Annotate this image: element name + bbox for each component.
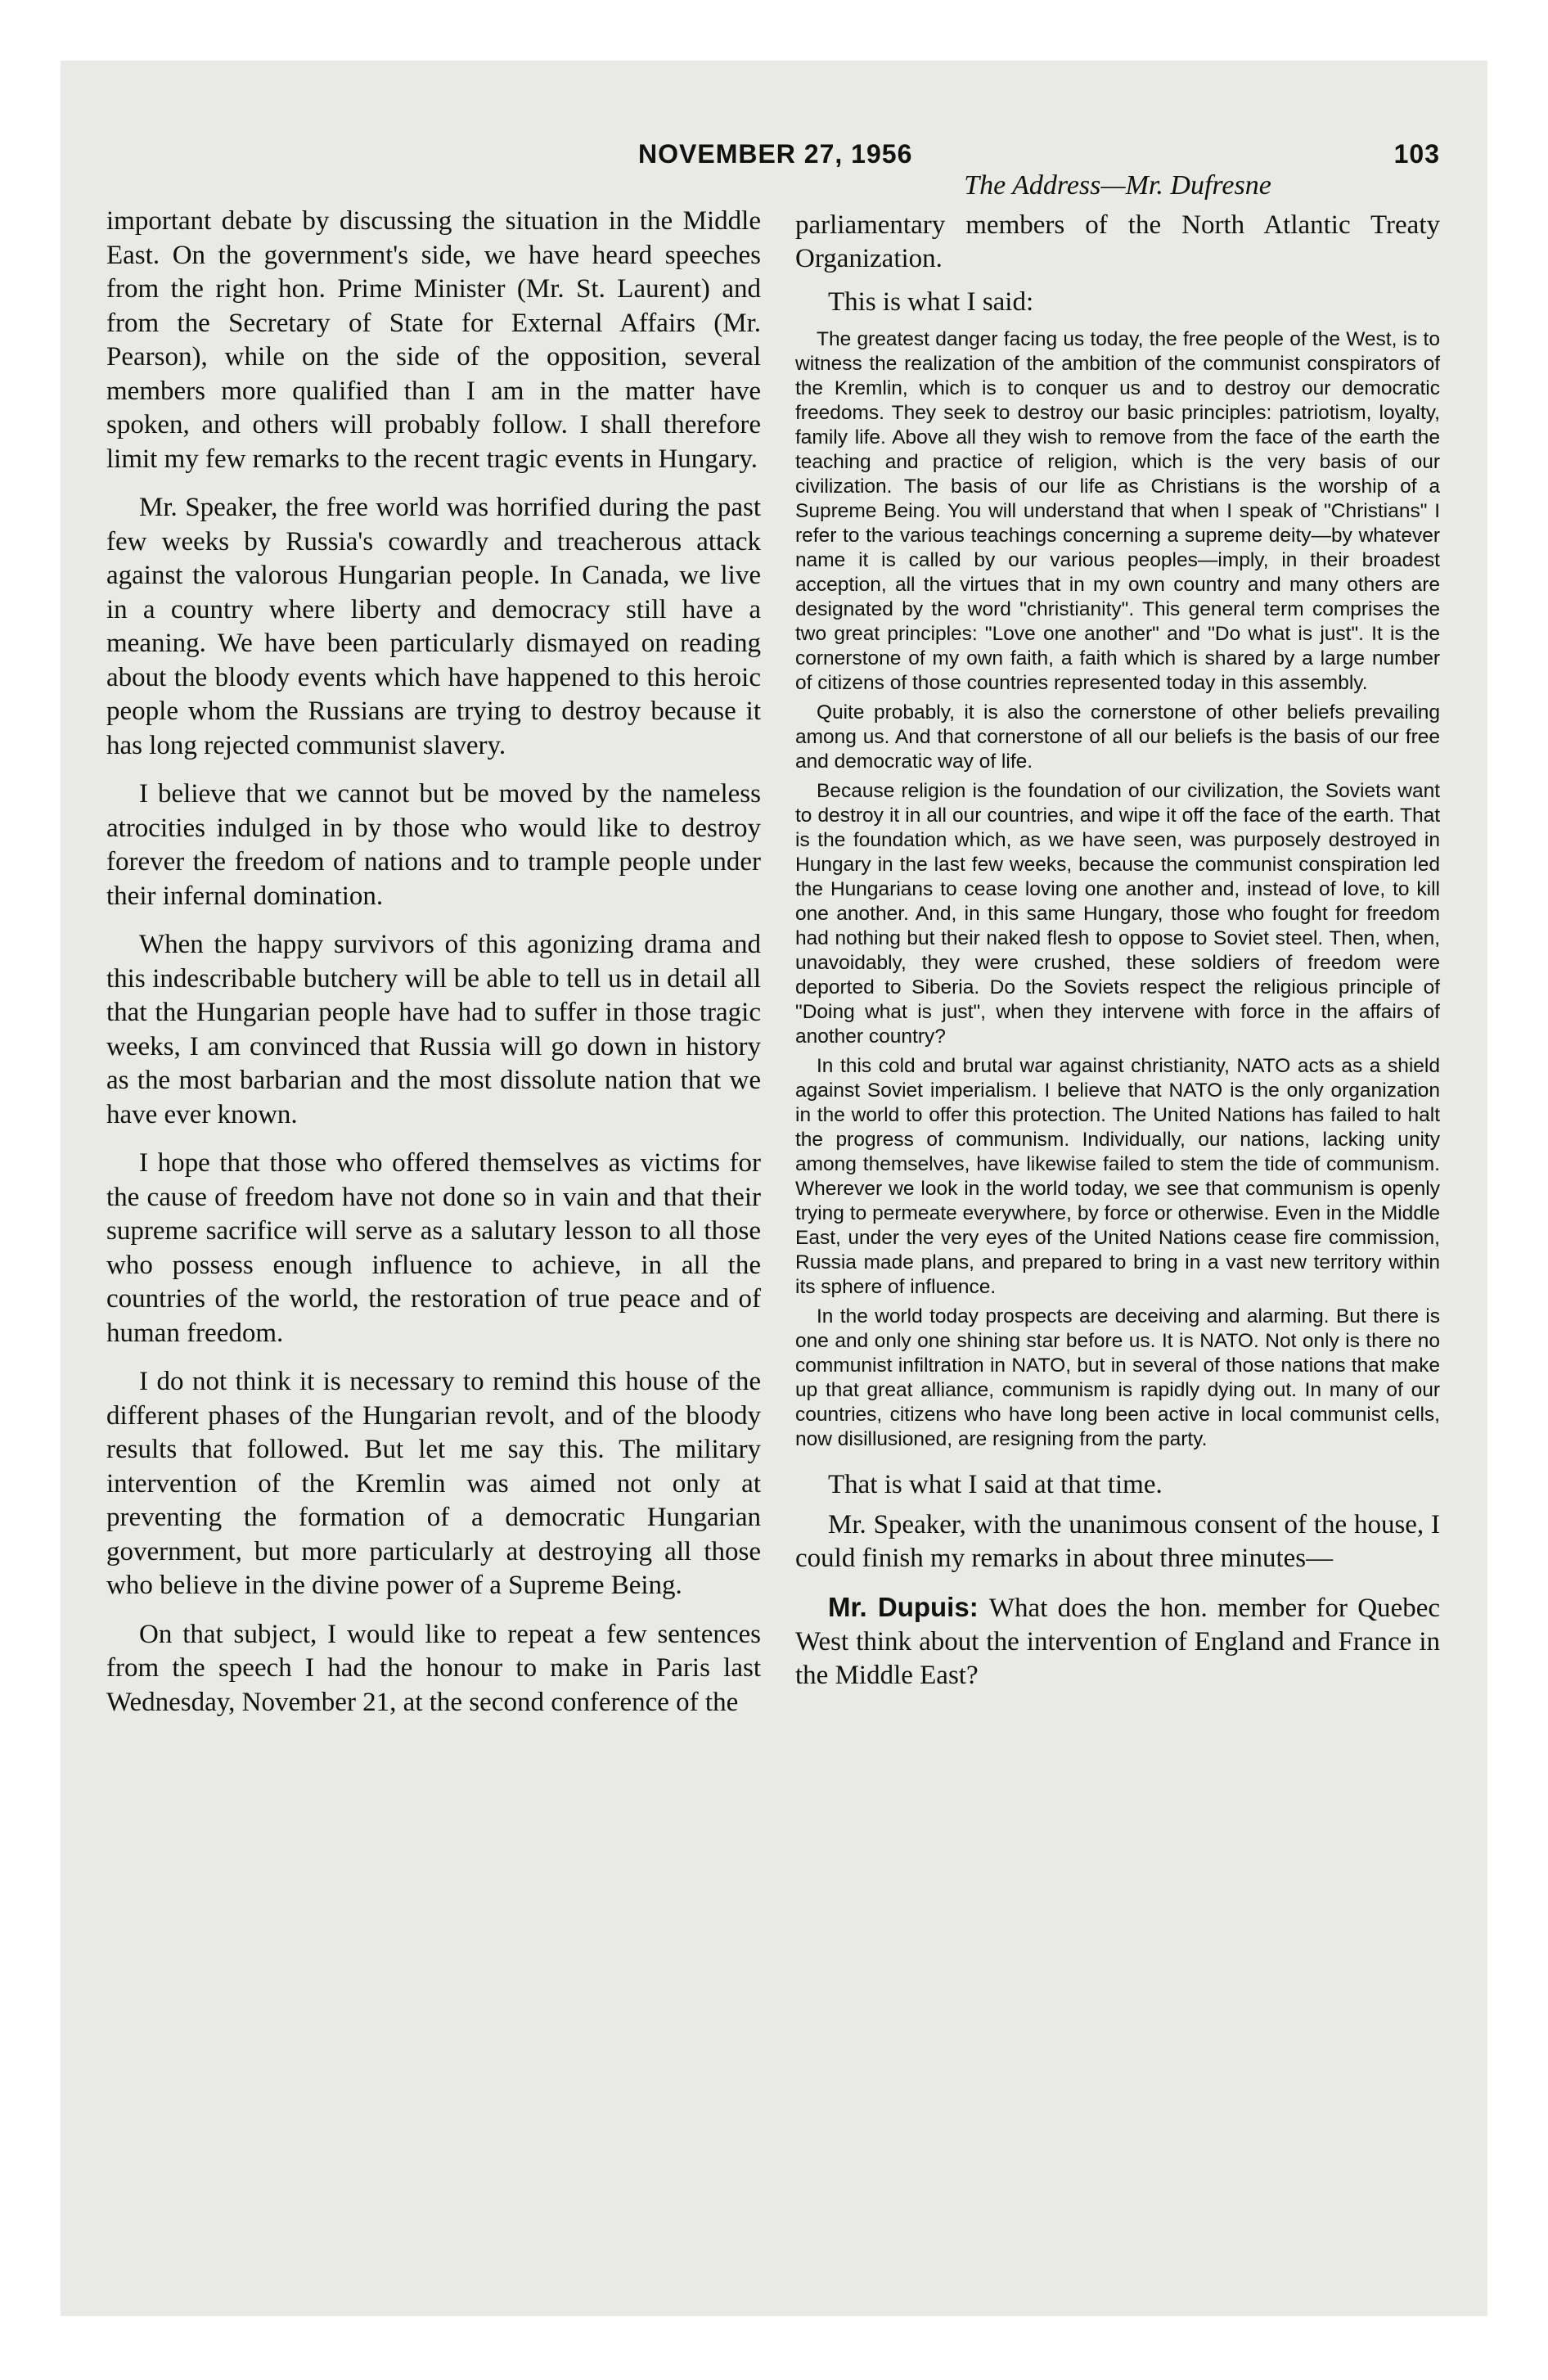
right-column <box>795 209 1440 1707</box>
paragraph: Mr. Speaker, the free world was horrified during the past few weeks by Russia's cowardly and treacherous attack against the valorous Hungarian people. In Canada, we live in a country where liberty and democracy still have a meaning. We have been particularly dismayed on reading about the bloody events which have happened to this heroic people whom the Russians are trying to destroy because it has long rejected communist slavery. <box>106 493 761 760</box>
quote-paragraph: In this cold and brutal war against christianity, NATO acts as a shield against Soviet imperialism. I believe that NATO is the only organization in the world to offer this protection. The United Nations has failed to halt the progress of communism. Individually, our nations, lacking unity among themselves, have likewise failed to stem the tide of communism. Wherever we look in the world today, we see that communism is openly trying to permeate everywhere, by force or otherwise. Even in the Middle East, under the very eyes of the United Nations cease fire commission, Russia made plans, and prepared to bring in a vast new territory within its sphere of influence. <box>795 1055 1440 1298</box>
page-number: 103 <box>1393 139 1440 169</box>
quote-paragraph: The greatest danger facing us today, the free people of the West, is to witness the realization of the ambition of the communist conspirators of the Kremlin, which is to conquer us and to destroy our democratic freedoms. They seek to destroy our basic principles: patriotism, loyalty, family life. Above all they wish to remove from the face of the earth the teaching and practice of religion, which is the very basis of our civilization. The basis of our life as Christians is the worship of a Supreme Being. You will understand that when I speak of "Christians" I refer to the various teachings concerning a supreme deity—by whatever name it is called by our various peoples—imply, in their broadest acception, all the virtues that in my own country and many others are designated by the word "christianity". This general term comprises the two great principles: "Love one another" and "Do what is just". It is the cornerstone of my own faith, a faith which is shared by a large number of citizens of those countries represented today in this assembly. <box>795 328 1440 694</box>
quote-paragraph: Because religion is the foundation of our civilization, the Soviets want to destroy it in all our countries, and wipe it off the face of the earth. That is the foundation which, as we have seen, was purposely destroyed in Hungary in the last few weeks, because the communist conspiration led the Hungarians to cease loving one another and, instead of love, to kill one another. And, in this same Hungary, those who fought for freedom had nothing but their naked flesh to oppose to Soviet steel. Then, when, unavoidably, they were crushed, these soldiers of freedom were deported to Siberia. Do the Soviets respect the religious principle of "Doing what is just", when they intervene with force in the affairs of another country? <box>795 780 1440 1048</box>
paragraph: On that subject, I would like to repeat a few sentences from the speech I had the honour to make in Paris last Wednesday, November 21, at the second conference of the <box>106 1619 761 1717</box>
paragraph: important debate by discussing the situation in the Middle East. On the government's side, we have heard speeches from the right hon. Prime Minister (Mr. St. Laurent) and from the Secretary of State for External Affairs (Mr. Pearson), while on the side of the opposition, several members more qualified than I am in the matter have spoken, and others will probably follow. I shall therefore limit my few remarks to the recent tragic events in Hungary. <box>106 206 761 474</box>
left-column <box>106 205 761 1734</box>
paragraph: I believe that we cannot but be moved by the nameless atrocities indulged in by those who would like to destroy forever the freedom of nations and to trample people under their infernal domination. <box>106 779 761 911</box>
interjection-paragraph <box>795 1590 1440 1693</box>
speaker-name: Mr. Dupuis: <box>828 1592 989 1622</box>
paragraph: parliamentary members of the North Atlantic Treaty Organization. <box>795 210 1440 273</box>
quote-paragraph: Quite probably, it is also the cornerstone of other beliefs prevailing among us. And that cornerstone of all our beliefs is the basis of our free and democratic way of life. <box>795 701 1440 773</box>
paragraph: That is what I said at that time. <box>828 1470 1163 1499</box>
quote-paragraph: In the world today prospects are deceiving and alarming. But there is one and only one shining star before us. It is NATO. Not only is there no communist infiltration in NATO, but in several of those nations that make up that great alliance, communism is rapidly dying out. In many of our countries, citizens who have long been active in local communist cells, now disillusioned, are resigning from the party. <box>795 1305 1440 1450</box>
running-head: The Address—Mr. Dufresne <box>964 170 1271 201</box>
paragraph: This is what I said: <box>828 287 1034 317</box>
header-date: NOVEMBER 27, 1956 <box>638 139 913 169</box>
paragraph: When the happy survivors of this agonizing drama and this indescribable butchery will be able to tell us in detail all that the Hungarian people have had to suffer in those tragic weeks, I am convinced that Russia will go down in history as the most barbarian and the most dissolute nation that we have ever known. <box>106 930 761 1129</box>
paragraph: I do not think it is necessary to remind this house of the different phases of the Hungarian revolt, and of the bloody results that followed. But let me say this. The military intervention of the Kremlin was aimed not only at preventing the formation of a democratic Hungarian government, but more particularly at destroying all those who believe in the divine power of a Supreme Being. <box>106 1367 761 1600</box>
interjection-text: What does the hon. member for Quebec West think about the intervention of England and France in the Middle East? <box>795 1593 1440 1690</box>
paragraph: Mr. Speaker, with the unanimous consent of the house, I could finish my remarks in about three minutes— <box>795 1510 1440 1573</box>
block-quote <box>795 327 1440 1452</box>
paragraph: I hope that those who offered themselves as victims for the cause of freedom have not done so in vain and that their supreme sacrifice will serve as a salutary lesson to all those who possess enough influence to achieve, in all the countries of the world, the restoration of true peace and of human freedom. <box>106 1148 761 1348</box>
